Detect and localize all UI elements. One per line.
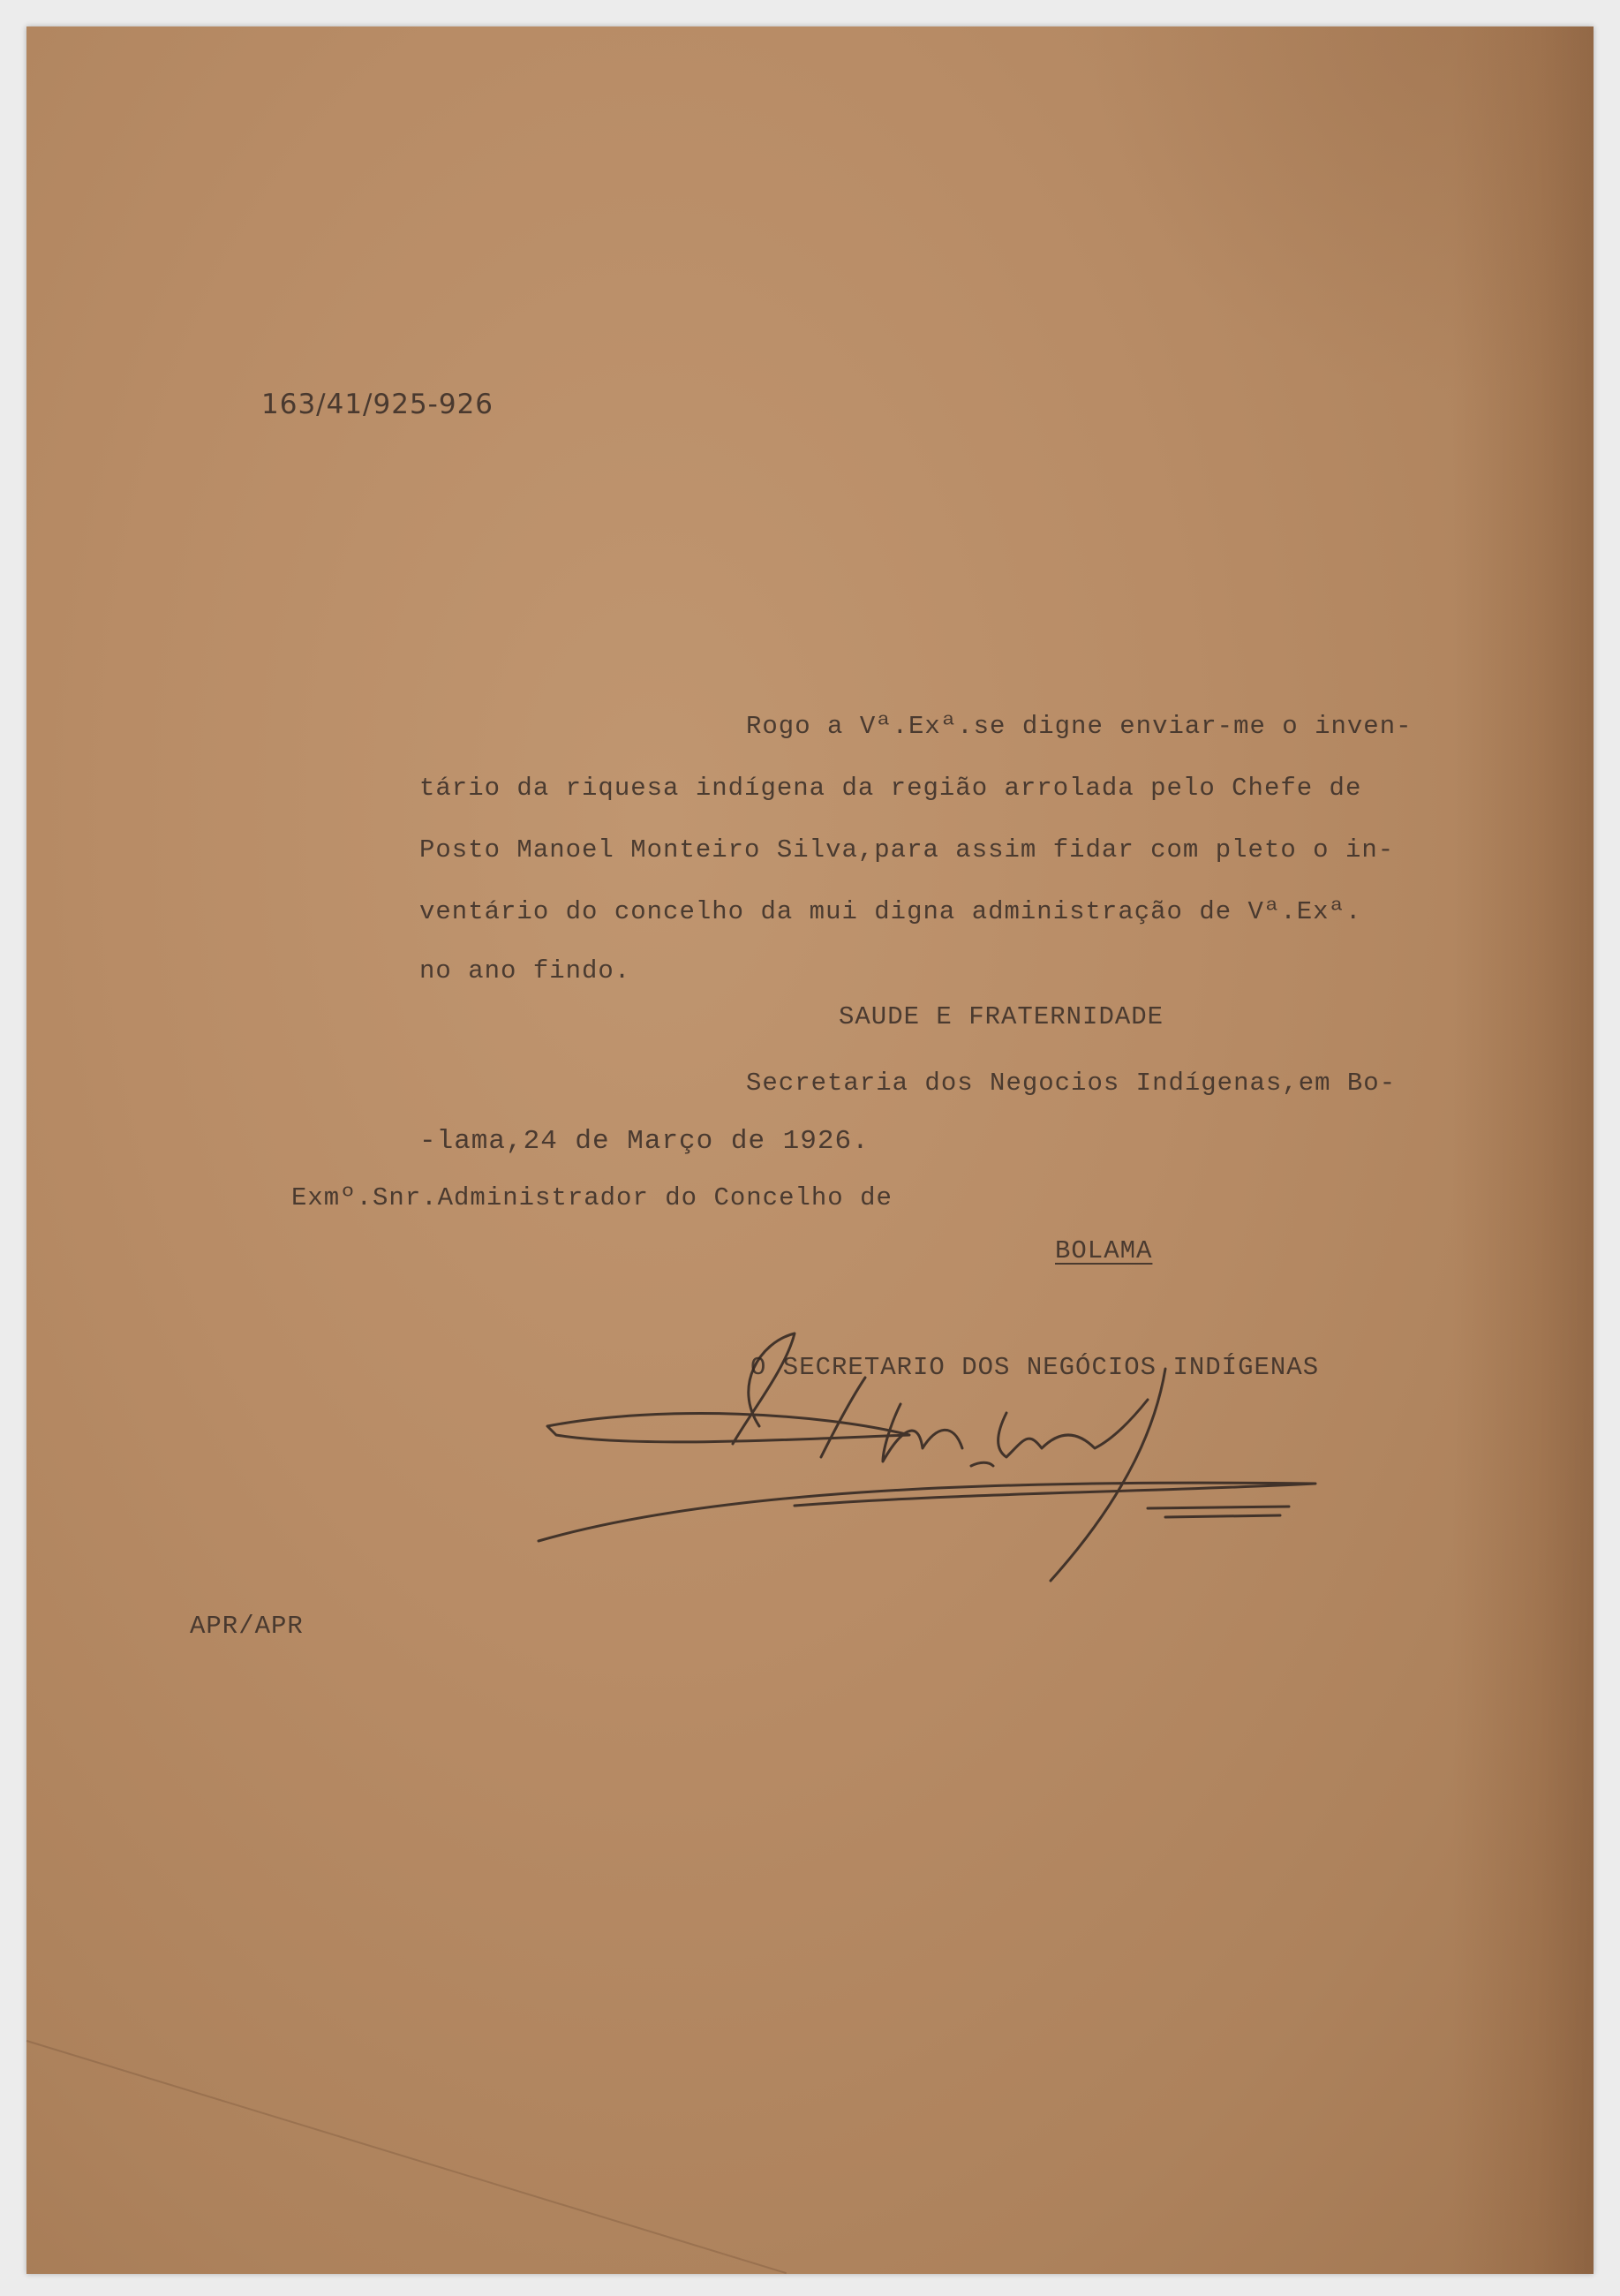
signatory-title: O SECRETARIO DOS NEGÓCIOS INDÍGENAS <box>750 1353 1320 1382</box>
location-line-1: Secretaria dos Negocios Indígenas,em Bo- <box>746 1069 1397 1098</box>
typist-initials: APR/APR <box>190 1612 304 1641</box>
body-line-2: tário da riquesa indígena da região arrolada pelo Chefe de <box>419 774 1362 803</box>
body-line-3: Posto Manoel Monteiro Silva,para assim fidar com pleto o in- <box>419 835 1395 865</box>
reference-number: 163/41/925-926 <box>261 389 494 420</box>
fold-crease <box>26 2040 787 2274</box>
corner-stain <box>1086 26 1594 397</box>
addressee-line: Exmº.Snr.Administrador do Concelho de <box>291 1183 893 1212</box>
body-line-1: Rogo a Vª.Exª.se digne enviar-me o inven- <box>746 712 1413 741</box>
destination: BOLAMA <box>1055 1236 1153 1265</box>
closing-greeting: SAUDE E FRATERNIDADE <box>839 1002 1164 1031</box>
body-line-4: ventário do concelho da mui digna administração de Vª.Exª. <box>419 897 1362 926</box>
body-line-5: no ano findo. <box>419 956 631 986</box>
location-date-line: -lama,24 de Março de 1926. <box>419 1126 870 1157</box>
handwritten-signature <box>530 1316 1342 1598</box>
